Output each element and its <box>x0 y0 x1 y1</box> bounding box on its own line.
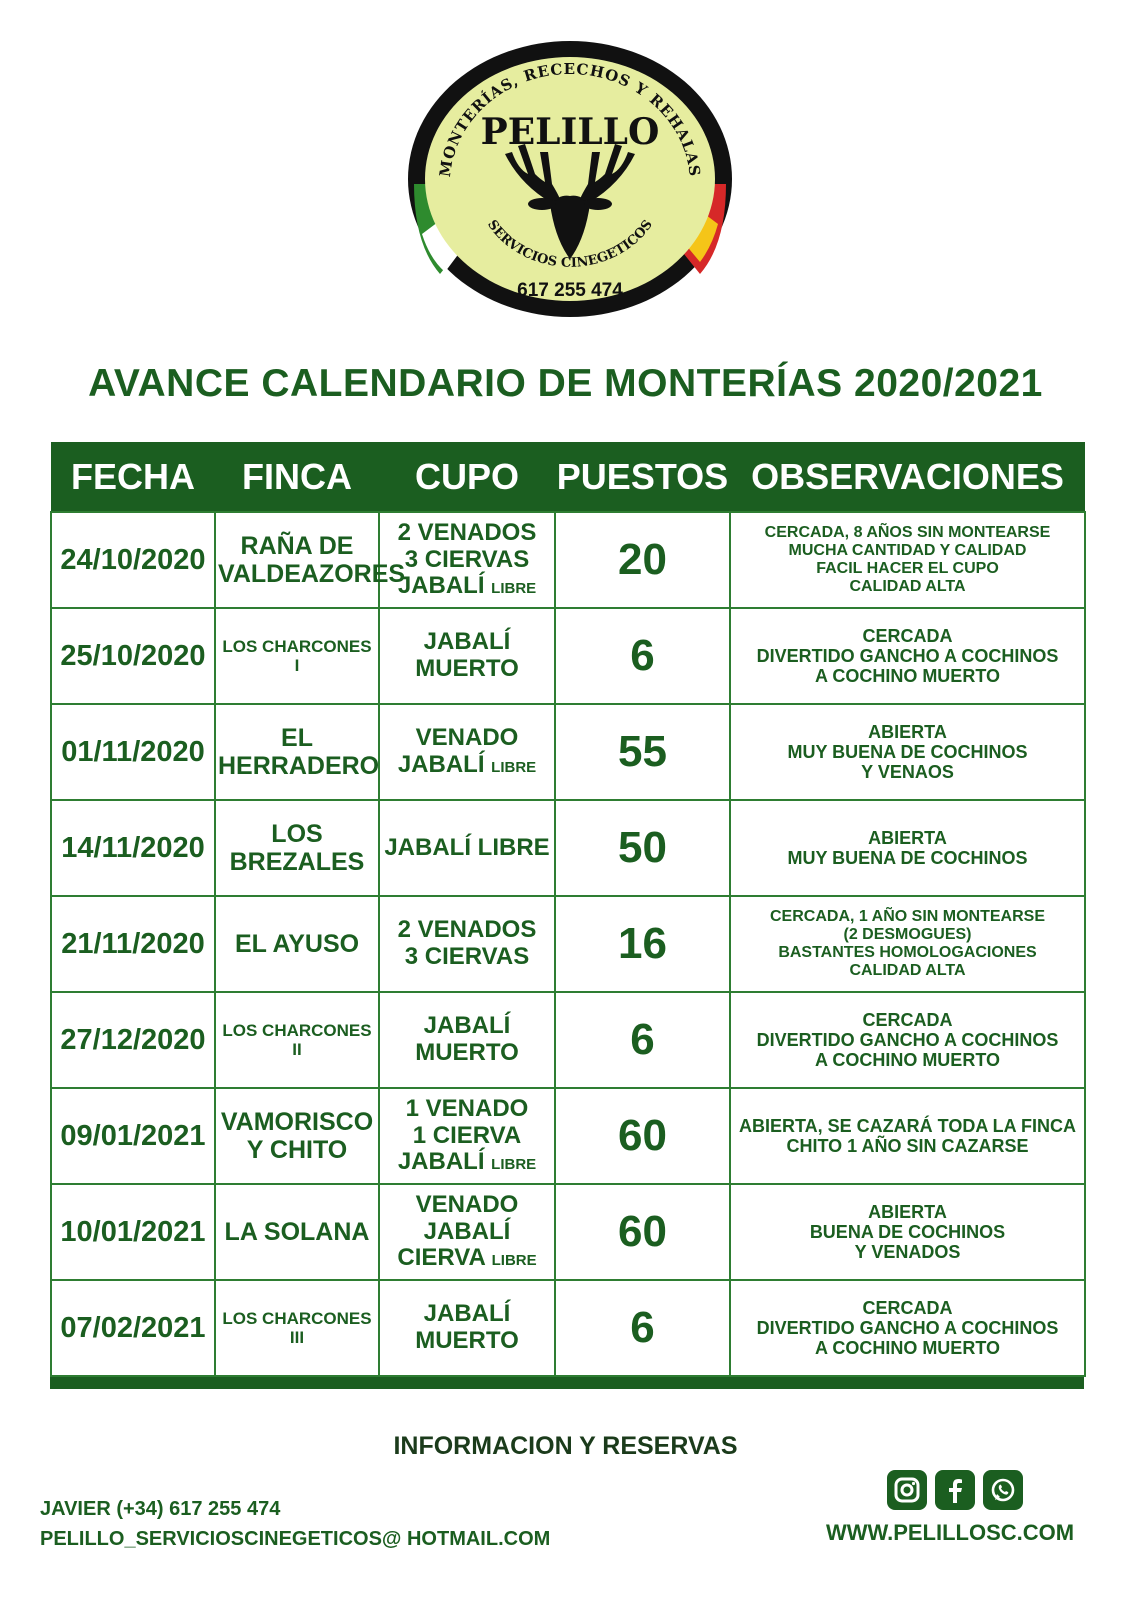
cell-puestos: 55 <box>555 704 730 800</box>
cell-fecha: 09/01/2021 <box>51 1088 215 1184</box>
table-row <box>51 896 1085 992</box>
cell-puestos: 6 <box>555 992 730 1088</box>
cell-cupo: JABALÍ LIBRE <box>379 800 555 896</box>
calendar-table <box>50 442 1086 1377</box>
cell-fecha: 21/11/2020 <box>51 896 215 992</box>
cell-finca: LA SOLANA <box>215 1184 379 1280</box>
table-row <box>51 800 1085 896</box>
libre-label: LIBRE <box>491 759 537 776</box>
cell-puestos: 6 <box>555 1280 730 1376</box>
cell-puestos: 16 <box>555 896 730 992</box>
cell-finca: LOS CHARCONES I <box>215 608 379 704</box>
cell-cupo: VENADO JABALÍ LIBRE <box>379 704 555 800</box>
table-row <box>51 1184 1085 1280</box>
cell-observaciones: ABIERTA BUENA DE COCHINOS Y VENADOS <box>730 1184 1085 1280</box>
instagram-icon[interactable] <box>887 1470 927 1510</box>
cell-cupo: 1 VENADO 1 CIERVA JABALÍ LIBRE <box>379 1088 555 1184</box>
logo-phone: 617 255 474 <box>517 280 623 301</box>
cell-puestos: 60 <box>555 1088 730 1184</box>
cell-cupo: 2 VENADOS 3 CIERVAS <box>379 896 555 992</box>
cell-finca: LOS CHARCONES III <box>215 1280 379 1376</box>
cell-observaciones: ABIERTA MUY BUENA DE COCHINOS <box>730 800 1085 896</box>
logo <box>400 34 740 324</box>
table-body <box>51 512 1085 1376</box>
cell-puestos: 50 <box>555 800 730 896</box>
header-observaciones: OBSERVACIONES <box>751 455 1064 497</box>
logo-bottom-text: SERVICIOS CINEGETICOS <box>484 217 656 271</box>
logo-top-text: MONTERÍAS, RECECHOS Y REHALAS <box>435 59 704 179</box>
cell-fecha: 24/10/2020 <box>51 512 215 608</box>
table-bottom-bar <box>50 1377 1084 1389</box>
cell-fecha: 14/11/2020 <box>51 800 215 896</box>
table-header-row <box>51 442 1085 512</box>
cell-finca: RAÑA DE VALDEAZORES <box>215 512 379 608</box>
cell-observaciones: CERCADA DIVERTIDO GANCHO A COCHINOS A COCHINO MUERTO <box>730 608 1085 704</box>
libre-label: LIBRE <box>491 1156 537 1174</box>
calendar-table-wrapper <box>50 442 1084 1389</box>
header-cupo: CUPO <box>414 455 519 497</box>
cell-cupo: VENADO JABALÍ CIERVA LIBRE <box>379 1184 555 1280</box>
cell-observaciones: CERCADA, 8 AÑOS SIN MONTEARSE MUCHA CANTIDAD Y CALIDAD FACIL HACER EL CUPO CALIDAD ALTA <box>730 512 1085 608</box>
cell-observaciones: ABIERTA, SE CAZARÁ TODA LA FINCA CHITO 1 AÑO SIN CAZARSE <box>730 1088 1085 1184</box>
cell-fecha: 10/01/2021 <box>51 1184 215 1280</box>
website-link[interactable]: WWW.PELILLOSC.COM <box>826 1520 1075 1545</box>
cell-cupo: JABALÍ MUERTO <box>379 992 555 1088</box>
whatsapp-icon[interactable] <box>983 1470 1023 1510</box>
cell-finca: EL HERRADERO <box>215 704 379 800</box>
contact-block <box>40 1494 550 1554</box>
cell-observaciones: ABIERTA MUY BUENA DE COCHINOS Y VENAOS <box>730 704 1085 800</box>
info-title: INFORMACION Y RESERVAS <box>393 1432 738 1460</box>
cell-fecha: 27/12/2020 <box>51 992 215 1088</box>
table-row <box>51 1280 1085 1376</box>
table-row <box>51 1088 1085 1184</box>
cell-finca: EL AYUSO <box>215 896 379 992</box>
cell-observaciones: CERCADA DIVERTIDO GANCHO A COCHINOS A COCHINO MUERTO <box>730 992 1085 1088</box>
table-row <box>51 992 1085 1088</box>
contact-phone: JAVIER (+34) 617 255 474 <box>40 1498 281 1520</box>
table-row <box>51 512 1085 608</box>
page-title: AVANCE CALENDARIO DE MONTERÍAS 2020/2021 <box>88 362 1043 405</box>
libre-label: LIBRE <box>491 580 537 598</box>
cell-fecha: 01/11/2020 <box>51 704 215 800</box>
cell-cupo: JABALÍ MUERTO <box>379 1280 555 1376</box>
cell-cupo: 2 VENADOS 3 CIERVAS JABALÍ LIBRE <box>379 512 555 608</box>
social-icons <box>887 1470 1023 1510</box>
cell-puestos: 60 <box>555 1184 730 1280</box>
cell-cupo: JABALÍ MUERTO <box>379 608 555 704</box>
contact-email[interactable]: PELILLO_SERVICIOSCINEGETICOS@ HOTMAIL.COM <box>40 1528 551 1550</box>
table-row <box>51 608 1085 704</box>
logo-name: PELILLO <box>480 111 660 153</box>
libre-label: LIBRE <box>491 1252 537 1270</box>
cell-puestos: 6 <box>555 608 730 704</box>
cell-observaciones: CERCADA, 1 AÑO SIN MONTEARSE (2 DESMOGUES) BASTANTES HOMOLOGACIONES CALIDAD ALTA <box>730 896 1085 992</box>
cell-finca: LOS BREZALES <box>215 800 379 896</box>
cell-fecha: 07/02/2021 <box>51 1280 215 1376</box>
header-fecha: FECHA <box>71 455 195 497</box>
cell-finca: LOS CHARCONES II <box>215 992 379 1088</box>
cell-puestos: 20 <box>555 512 730 608</box>
cell-fecha: 25/10/2020 <box>51 608 215 704</box>
cell-finca: VAMORISCO Y CHITO <box>215 1088 379 1184</box>
facebook-icon[interactable] <box>935 1470 975 1510</box>
header-finca: FINCA <box>242 455 352 497</box>
header-puestos: PUESTOS <box>556 455 729 497</box>
table-row <box>51 704 1085 800</box>
cell-observaciones: CERCADA DIVERTIDO GANCHO A COCHINOS A COCHINO MUERTO <box>730 1280 1085 1376</box>
